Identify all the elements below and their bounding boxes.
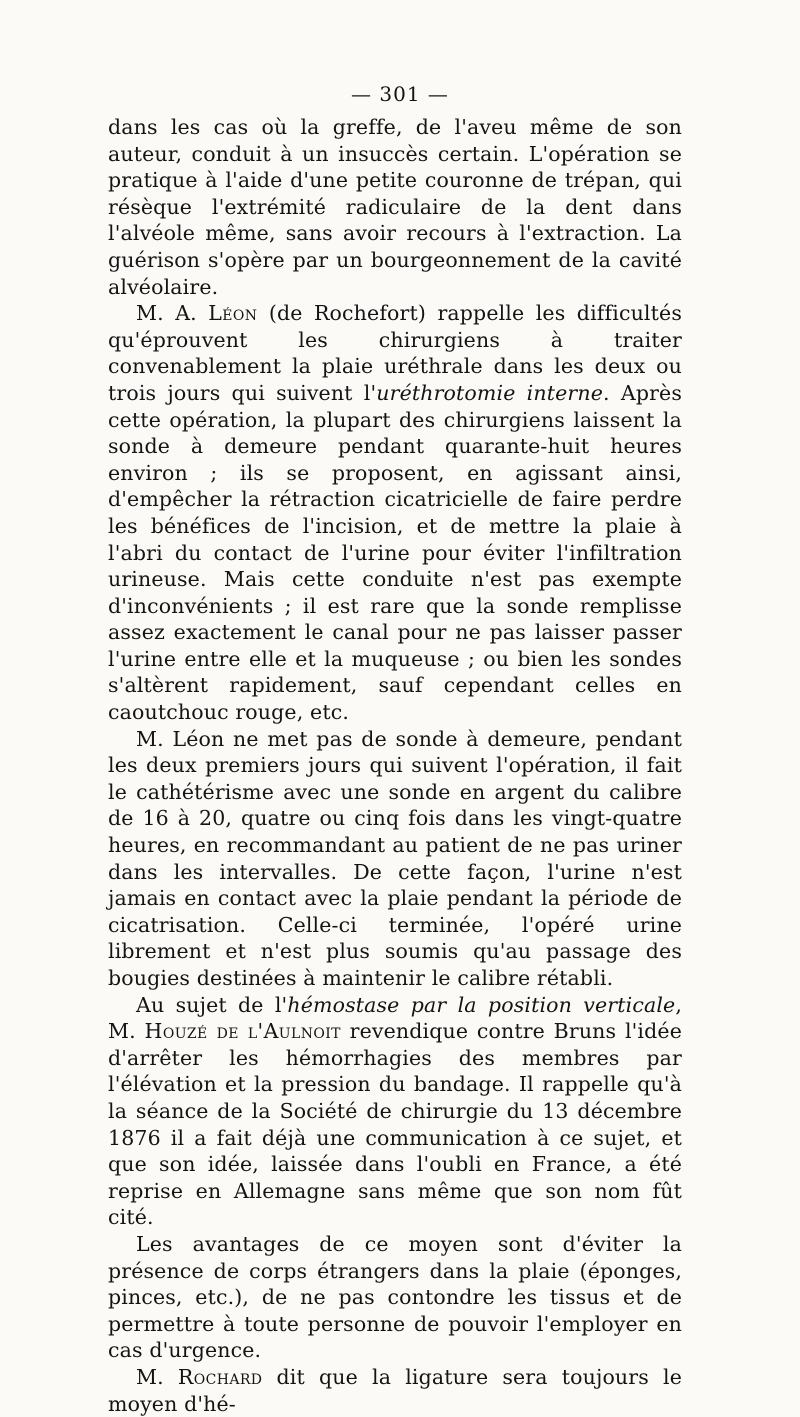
paragraph-4-text-a: , M. — [108, 992, 682, 1044]
author-name-leon: Léon — [208, 301, 258, 326]
paragraph-6-prefix: M. — [136, 1364, 178, 1389]
italic-term-urethrotomie: uréthrotomie interne — [376, 380, 603, 405]
paragraph-1: dans les cas où la greffe, de l'aveu même de son auteur, conduit à un insuccès certain. L'opération se pratique à l'aide d'une petite couronne de trépan, qui résèque l'extrémité radiculaire de la dent dans l'alvéole même, sans avoir recours à l'extraction. La guérison s'opère par un bourgeonnement de la cavité alvéolaire. — [108, 115, 682, 299]
paragraph-5: Les avantages de ce moyen sont d'éviter la présence de corps étrangers dans la plaie (éponges, pinces, etc.), de ne pas contondre les tissus et de permettre à toute personne de pouvoir l'employer en cas d'urgence. — [108, 1231, 682, 1363]
paragraph-2 — [108, 300, 682, 726]
paragraph-3: M. Léon ne met pas de sonde à demeure, pendant les deux premiers jours qui suivent l'opération, il fait le cathétérisme avec une sonde en argent du calibre de 16 à 20, quatre ou cinq fois dans les vingt-quatre heures, en recommandant au patient de ne pas uriner dans les intervalles. De cette façon, l'urine n'est jamais en contact avec la plaie pendant la période de cicatrisation. Celle-ci terminée, l'opéré urine librement et n'est plus soumis qu'au passage des bougies destinées à maintenir le calibre rétabli. — [108, 726, 682, 990]
body-text — [108, 114, 682, 1417]
paragraph-2-text-b: . Après cette opération, la plupart des chirurgiens laissent la sonde à demeure pendant quarante-huit heures environ ; ils se proposent, en agissant ainsi, d'empêcher la rétraction cicatricielle de faire perdre les bénéfices de l'incision, et de mettre la plaie à l'abri du contact de l'urine pour éviter l'infiltration urineuse. Mais cette conduite n'est pas exempte d'inconvénients ; il est rare que la sonde remplisse assez exactement le canal pour ne pas laisser passer l'urine entre elle et la muqueuse ; ou bien les sondes s'altèrent rapidement, sauf cependant celles en caoutchouc rouge, etc. — [108, 380, 682, 725]
page-number: — 301 — — [351, 82, 449, 106]
paragraph-4-text-b: revendique contre Bruns l'idée d'arrêter les hémorrhagies des membres par l'élévation et la pression du bandage. Il rappelle qu'à la séance de la Société de chirurgie du 13 décembre 1876 il a fait déjà une communication à ce sujet, et que son idée, laissée dans l'oubli en France, a été reprise en Allemagne sans même que son nom fût cité. — [108, 1019, 682, 1230]
paragraph-4-prefix: Au sujet de l' — [136, 992, 288, 1017]
paragraph-2-text-a: (de Rochefort) rappelle les difficultés qu'éprouvent les chirurgiens à traiter convenablement la plaie uréthrale dans les deux ou trois jours qui suivent l' — [108, 301, 682, 405]
author-name-rochard: Rochard — [177, 1364, 263, 1389]
paragraph-4 — [108, 992, 682, 1231]
italic-term-hemostase: hémostase par la position verticale — [287, 992, 676, 1017]
paragraph-6-text: dit que la ligature sera toujours le moyen d'hé- — [108, 1364, 682, 1416]
author-name-houze: Houzé de l'Aulnoit — [144, 1019, 341, 1044]
paragraph-6 — [108, 1364, 682, 1417]
paragraph-2-prefix: M. A. — [136, 301, 209, 326]
